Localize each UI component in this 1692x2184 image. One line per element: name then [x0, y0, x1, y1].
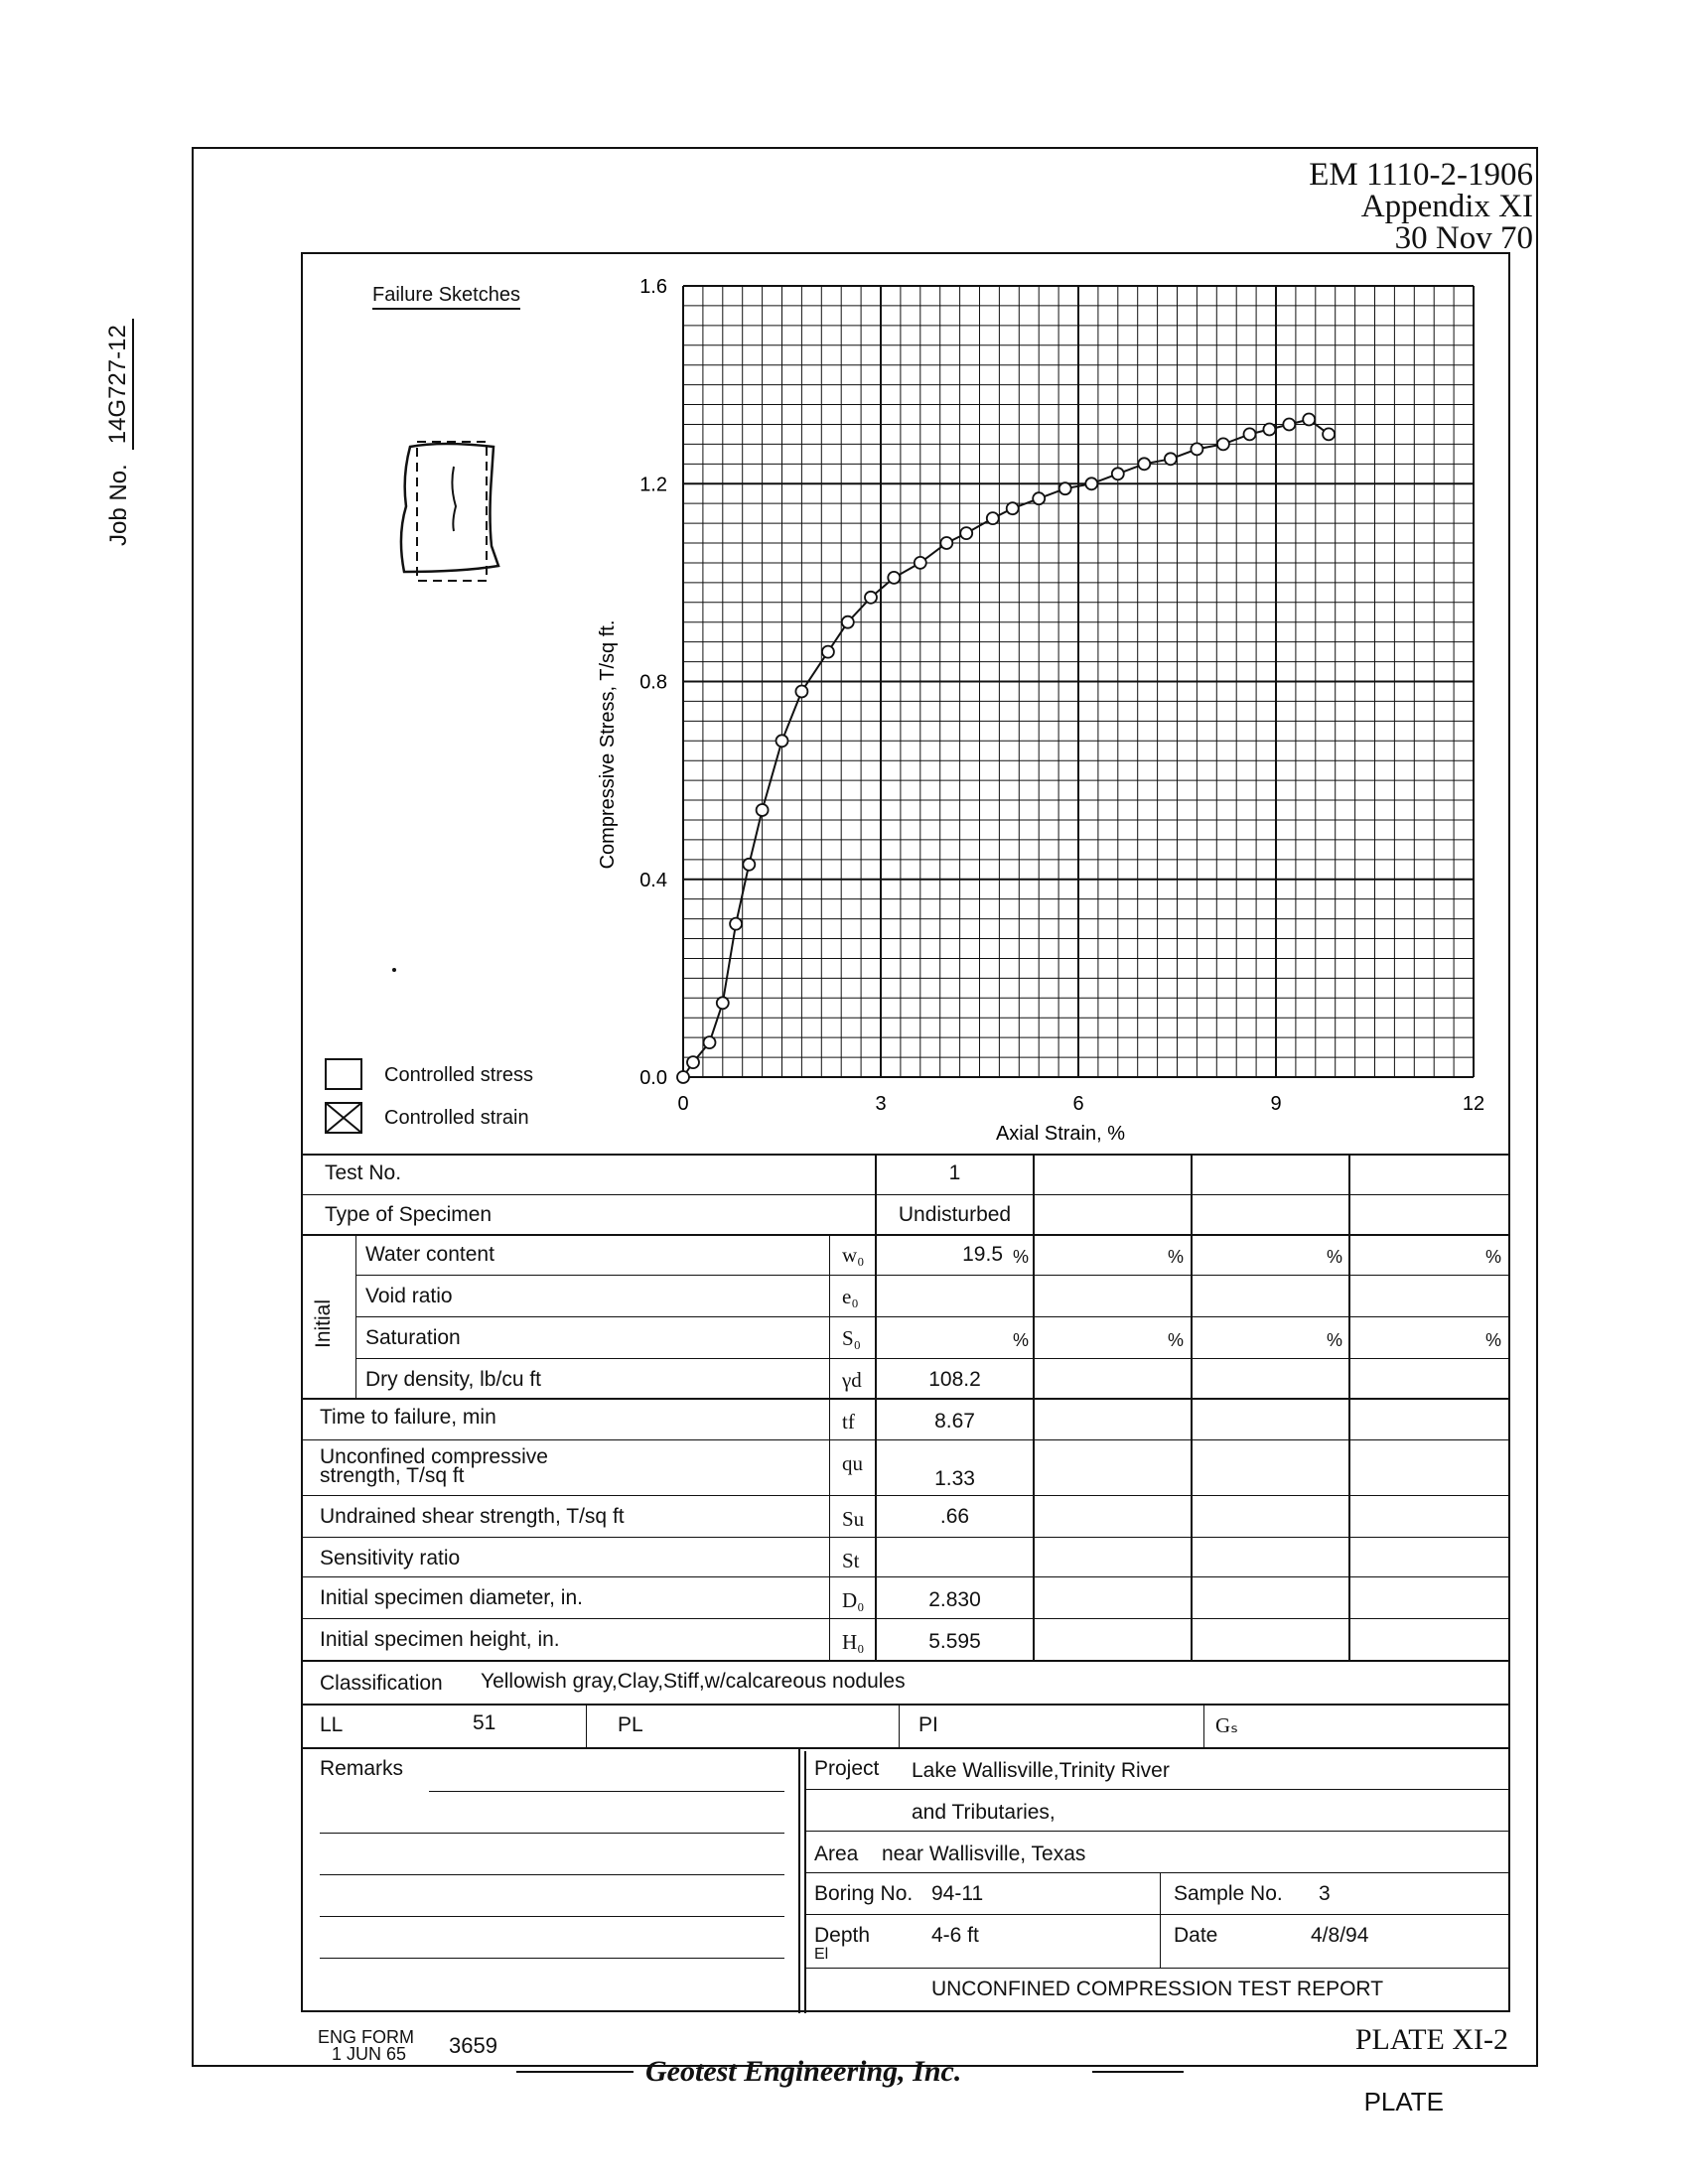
project-line1: Lake Wallisville,Trinity River — [912, 1759, 1170, 1782]
rule — [355, 1316, 1508, 1317]
data-point — [1303, 414, 1315, 426]
y-tick-label: 1.2 — [639, 474, 667, 496]
type-of-specimen-label: Type of Specimen — [325, 1203, 493, 1226]
rule — [804, 1789, 1508, 1790]
area-value: near Wallisville, Texas — [882, 1843, 1086, 1865]
data-point — [888, 572, 900, 584]
specimen-height-value-1: 5.595 — [928, 1630, 981, 1653]
x-axis-label: Axial Strain, % — [995, 1123, 1126, 1145]
unconfined-strength-label-line1: Unconfined compressive — [320, 1445, 548, 1468]
company-name: Geotest Engineering, Inc. — [645, 2055, 962, 2088]
rule — [303, 1439, 1508, 1440]
rule — [1203, 1704, 1204, 1747]
percent-sign: % — [1168, 1247, 1185, 1267]
data-point — [1191, 443, 1202, 455]
data-point — [1007, 502, 1019, 514]
unconfined-strength-label-line2: strength, T/sq ft — [320, 1464, 465, 1487]
percent-sign: % — [1327, 1330, 1343, 1350]
specimen-diameter-label: Initial specimen diameter, in. — [320, 1586, 583, 1609]
chart-axes — [639, 276, 1484, 1115]
eng-form-label — [318, 2029, 414, 2063]
sample-value: 3 — [1319, 1882, 1331, 1905]
data-point — [677, 1071, 689, 1083]
unconfined-strength-label — [320, 1447, 548, 1485]
time-to-failure-symbol: tf — [842, 1410, 855, 1433]
rule — [303, 1747, 1508, 1749]
x-tick-label: 3 — [875, 1093, 887, 1115]
rule — [355, 1358, 1508, 1359]
specimen-diameter-symbol: D₀ — [842, 1588, 865, 1612]
specimen-height-symbol: H₀ — [842, 1630, 865, 1654]
void-ratio-symbol: e₀ — [842, 1285, 859, 1308]
data-point — [757, 804, 769, 816]
classification-label: Classification — [320, 1672, 443, 1695]
data-point — [795, 686, 807, 698]
remarks-line — [320, 1874, 784, 1875]
percent-sign: % — [1013, 1330, 1030, 1350]
failure-sketches-title: Failure Sketches — [372, 284, 520, 310]
undrained-shear-symbol: Su — [842, 1507, 865, 1531]
rule — [804, 1831, 1508, 1832]
remarks-label: Remarks — [320, 1757, 404, 1780]
data-point — [687, 1056, 699, 1068]
rule — [303, 1660, 1508, 1662]
data-point — [1138, 458, 1150, 470]
unconfined-strength-symbol: qu — [842, 1451, 863, 1475]
saturation-label: Saturation — [365, 1326, 461, 1349]
data-point — [730, 918, 742, 930]
void-ratio-label: Void ratio — [365, 1285, 453, 1307]
unconfined-strength-value-1: 1.33 — [934, 1467, 975, 1490]
job-label: Job No. — [105, 464, 132, 546]
rule — [899, 1704, 900, 1747]
rule — [303, 1537, 1508, 1538]
doc-ref-line1: EM 1110-2-1906 — [1309, 157, 1533, 193]
percent-sign: % — [1485, 1247, 1502, 1267]
rule — [798, 1747, 800, 2013]
remarks-line — [429, 1791, 784, 1792]
controlled-stress-label: Controlled stress — [384, 1064, 534, 1086]
rule — [303, 1576, 1508, 1577]
test-no-value-1: 1 — [948, 1161, 961, 1184]
sample-label: Sample No. — [1174, 1882, 1283, 1905]
rule — [1191, 1154, 1193, 1660]
ll-label: LL — [320, 1713, 344, 1736]
saturation-symbol: S₀ — [842, 1326, 862, 1350]
initial-group-label: Initial — [312, 1298, 335, 1348]
undrained-shear-value-1: .66 — [939, 1505, 970, 1528]
eng-form-line1: ENG FORM — [318, 2027, 414, 2047]
test-no-label: Test No. — [325, 1161, 402, 1184]
time-to-failure-value-1: 8.67 — [934, 1410, 975, 1433]
specimen-height-label: Initial specimen height, in. — [320, 1628, 560, 1651]
doc-ref-line3: 30 Nov 70 — [1394, 220, 1533, 256]
project-label: Project — [814, 1757, 880, 1780]
data-point — [1217, 438, 1229, 450]
el-label: El — [814, 1946, 829, 1963]
table-top-line — [303, 1154, 1508, 1156]
pl-label: PL — [618, 1713, 643, 1736]
boring-label: Boring No. — [814, 1882, 914, 1905]
rule — [586, 1704, 587, 1747]
data-point — [717, 997, 729, 1009]
rule — [1033, 1154, 1035, 1660]
rule — [303, 1194, 1508, 1195]
plate-number: PLATE XI-2 — [1354, 2023, 1508, 2056]
rule — [804, 1914, 1508, 1915]
plate-bottom-label: PLATE — [1363, 2087, 1444, 2116]
type-of-specimen-value-1: Undisturbed — [898, 1203, 1012, 1226]
data-point — [1323, 428, 1335, 440]
data-point — [822, 646, 834, 658]
x-tick-label: 0 — [677, 1093, 689, 1115]
job-number: 14G727-12 — [104, 319, 134, 450]
date-value: 4/8/94 — [1311, 1924, 1369, 1947]
rule — [804, 1872, 1508, 1873]
controlled-strain-label: Controlled strain — [384, 1107, 529, 1129]
data-point — [865, 592, 877, 604]
time-to-failure-label: Time to failure, min — [320, 1406, 496, 1429]
rule — [804, 1751, 806, 2013]
rule — [303, 1234, 1508, 1236]
chart-grid — [683, 286, 1474, 1077]
depth-label: Depth — [814, 1924, 871, 1947]
undrained-shear-label: Undrained shear strength, T/sq ft — [320, 1505, 625, 1528]
pi-label: PI — [918, 1713, 938, 1736]
rule — [303, 1495, 1508, 1496]
gs-label: Gₛ — [1215, 1713, 1238, 1737]
percent-sign: % — [1168, 1330, 1185, 1350]
eng-form-line2: 1 JUN 65 — [332, 2044, 407, 2064]
y-tick-label: 0.8 — [639, 671, 667, 694]
remarks-line — [320, 1833, 784, 1834]
water-content-label: Water content — [365, 1243, 494, 1266]
rule — [303, 1704, 1508, 1706]
remarks-line — [320, 1958, 784, 1959]
boring-value: 94-11 — [931, 1882, 984, 1905]
data-point — [987, 512, 999, 524]
data-point — [704, 1036, 716, 1048]
water-content-symbol: w₀ — [842, 1243, 865, 1267]
data-point — [915, 557, 926, 569]
x-tick-label: 9 — [1270, 1093, 1282, 1115]
sensitivity-ratio-symbol: St — [842, 1549, 860, 1572]
data-point — [776, 735, 788, 747]
y-axis-label: Compressive Stress, T/sq ft. — [597, 619, 619, 870]
company-rule-left — [516, 2071, 634, 2073]
rule — [1348, 1154, 1350, 1660]
report-title: UNCONFINED COMPRESSION TEST REPORT — [930, 1978, 1384, 2000]
data-point — [1085, 478, 1097, 489]
company-rule-right — [1092, 2071, 1184, 2073]
dry-density-value-1: 108.2 — [928, 1368, 981, 1391]
date-label: Date — [1174, 1924, 1218, 1947]
doc-ref-line2: Appendix XI — [1360, 189, 1533, 224]
rule — [1160, 1872, 1161, 1968]
data-point — [1283, 419, 1295, 431]
dry-density-label: Dry density, lb/cu ft — [365, 1368, 542, 1391]
ll-value: 51 — [473, 1711, 496, 1734]
percent-sign: % — [1485, 1330, 1502, 1350]
area-label: Area — [814, 1843, 859, 1865]
data-point — [1263, 424, 1275, 436]
rule — [829, 1234, 830, 1660]
x-tick-label: 12 — [1462, 1093, 1485, 1115]
data-point — [960, 527, 972, 539]
rule — [355, 1275, 1508, 1276]
sensitivity-ratio-label: Sensitivity ratio — [320, 1547, 461, 1570]
y-tick-label: 0.4 — [639, 869, 667, 891]
rule — [303, 1398, 1508, 1400]
rule — [355, 1234, 356, 1398]
rule — [804, 1968, 1508, 1969]
y-tick-label: 1.6 — [639, 276, 667, 298]
data-point — [1112, 468, 1124, 479]
data-point — [1059, 482, 1071, 494]
data-point — [940, 537, 952, 549]
data-point — [842, 616, 854, 628]
percent-sign: % — [1013, 1247, 1030, 1267]
percent-sign: % — [1327, 1247, 1343, 1267]
data-point — [1165, 453, 1177, 465]
depth-value: 4-6 ft — [931, 1924, 979, 1947]
data-point — [1244, 428, 1256, 440]
rule — [875, 1154, 877, 1660]
data-point — [743, 859, 755, 871]
eng-form-number: 3659 — [449, 2033, 497, 2058]
specimen-diameter-value-1: 2.830 — [928, 1588, 981, 1611]
project-line2: and Tributaries, — [912, 1801, 1056, 1824]
remarks-line — [320, 1916, 784, 1917]
water-content-value-1: 19.5 — [962, 1243, 1003, 1266]
x-tick-label: 6 — [1072, 1093, 1084, 1115]
rule — [303, 1618, 1508, 1619]
y-tick-label: 0.0 — [639, 1067, 667, 1089]
data-point — [1033, 492, 1045, 504]
classification-value: Yellowish gray,Clay,Stiff,w/calcareous nodules — [481, 1670, 906, 1693]
dry-density-symbol: γd — [842, 1368, 862, 1392]
